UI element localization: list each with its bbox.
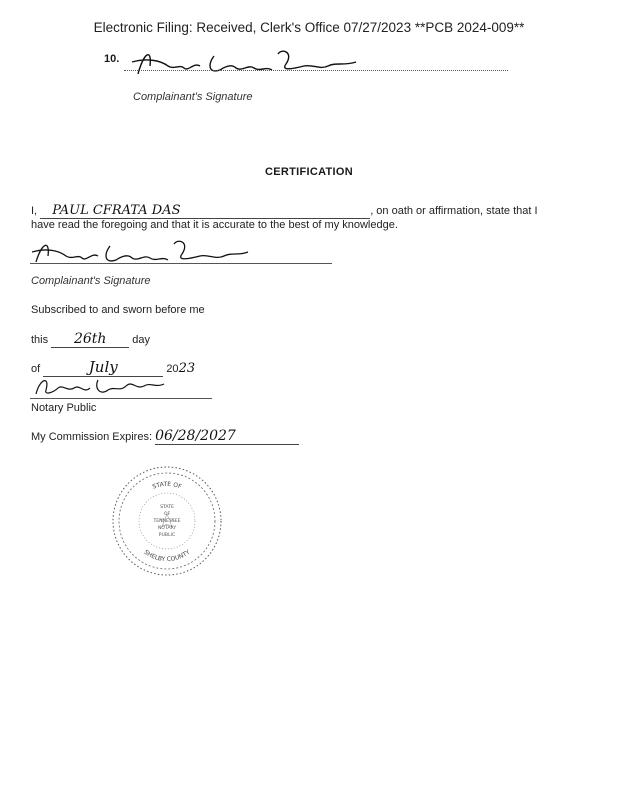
certification-line-1	[31, 203, 538, 219]
day-value: 26th	[51, 331, 129, 348]
year-value: 23	[178, 361, 196, 376]
complainant-signature-label-2: Complainant's Signature	[31, 275, 151, 287]
certification-oath-text: , on oath or affirmation, state that I	[370, 205, 538, 217]
commission-line	[31, 428, 299, 445]
certification-title: CERTIFICATION	[264, 166, 354, 178]
affiant-name: PAUL CFRATA DAS	[40, 203, 370, 219]
day-line	[31, 331, 150, 348]
seal-bottom-text: SHELBY COUNTY	[142, 548, 192, 564]
filing-stamp: Electronic Filing: Received, Clerk's Office 07/27/2023 **PCB 2024-009**	[93, 20, 525, 35]
commission-label: My Commission Expires:	[31, 431, 153, 443]
seal-center-line: STATE	[160, 505, 174, 510]
complainant-signature-1	[124, 44, 374, 84]
seal-center-line: NOTARY	[157, 526, 177, 531]
notary-public-label: Notary Public	[31, 402, 97, 414]
svg-text:STATE OF	[152, 481, 183, 491]
complainant-signature-2	[30, 238, 260, 270]
seal-center-line: PUBLIC	[158, 533, 176, 538]
seal-center-line: TENNESSEE	[153, 519, 181, 524]
seal-center-line: OF	[163, 512, 171, 517]
notary-signature-line	[30, 398, 212, 399]
item-number: 10.	[104, 53, 120, 65]
day-label: day	[132, 334, 150, 346]
signature-line-2	[30, 263, 332, 264]
commission-value: 06/28/2027	[155, 428, 299, 445]
certification-prefix: I,	[31, 205, 38, 217]
sworn-text: Subscribed to and sworn before me	[31, 304, 205, 316]
complainant-signature-label-1: Complainant's Signature	[133, 91, 253, 103]
svg-text:SHELBY COUNTY	[143, 549, 192, 563]
month-value: July	[43, 358, 163, 377]
of-label: of	[31, 363, 41, 375]
seal-top-text: STATE OF	[151, 480, 183, 491]
this-label: this	[31, 334, 49, 346]
notary-seal	[108, 462, 226, 580]
certification-line-2: have read the foregoing and that it is accurate to the best of my knowledge.	[31, 219, 398, 231]
notary-signature	[32, 374, 172, 400]
year-prefix: 20	[166, 363, 179, 375]
signature-line-1	[124, 70, 508, 71]
